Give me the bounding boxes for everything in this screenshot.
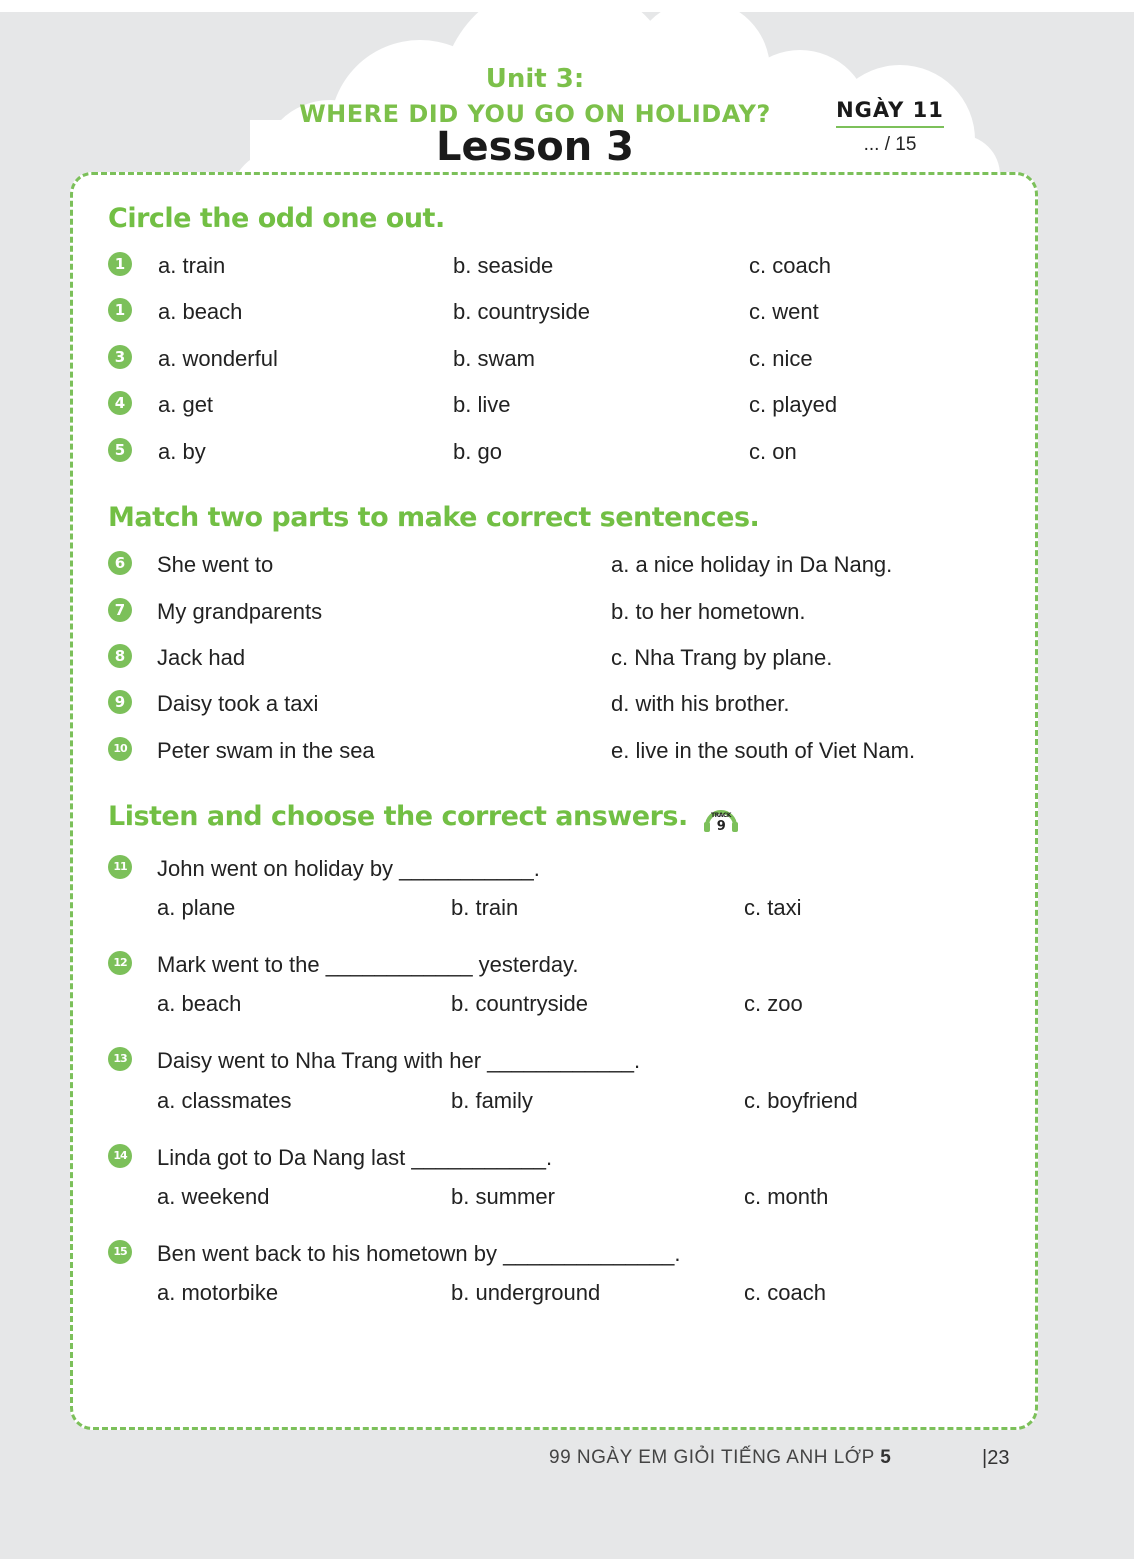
option-c[interactable]: c. nice [749, 346, 813, 371]
option-c[interactable]: c. taxi [744, 895, 802, 920]
option-a[interactable]: a. weekend [157, 1184, 270, 1209]
option-a[interactable]: a. by [158, 439, 206, 464]
section-title-circle: Circle the odd one out. [108, 203, 445, 234]
track-label: TRACK [710, 811, 731, 819]
day-label: NGÀY 11 [836, 98, 944, 122]
question-number: 5 [108, 438, 132, 462]
question-text: Linda got to Da Nang last ___________. [157, 1145, 553, 1170]
match-right-part[interactable]: d. with his brother. [611, 691, 790, 716]
match-right-part[interactable]: a. a nice holiday in Da Nang. [611, 552, 893, 577]
unit-question: WHERE DID YOU GO ON HOLIDAY? [299, 100, 771, 128]
option-b[interactable]: b. seaside [453, 253, 554, 278]
question-text: Daisy went to Nha Trang with her ____________. [157, 1048, 641, 1073]
match-left-part[interactable]: Jack had [157, 645, 246, 670]
option-a[interactable]: a. motorbike [157, 1280, 279, 1305]
question-number: 13 [108, 1047, 132, 1071]
option-b[interactable]: b. family [451, 1088, 533, 1113]
option-b[interactable]: b. countryside [451, 991, 588, 1016]
day-divider [836, 126, 944, 128]
question-number: 10 [108, 737, 132, 761]
lesson-title: Lesson 3 [436, 124, 634, 170]
match-right-part[interactable]: c. Nha Trang by plane. [611, 645, 833, 670]
option-a[interactable]: a. plane [157, 895, 236, 920]
question-number: 12 [108, 951, 132, 975]
question-text: Mark went to the ____________ yesterday. [157, 952, 579, 977]
option-a[interactable]: a. train [158, 253, 226, 278]
match-right-part[interactable]: b. to her hometown. [611, 599, 806, 624]
question-number: 1 [108, 252, 132, 276]
option-a[interactable]: a. get [158, 392, 214, 417]
question-number: 3 [108, 345, 132, 369]
option-b[interactable]: b. countryside [453, 299, 590, 324]
option-c[interactable]: c. coach [749, 253, 831, 278]
question-number: 7 [108, 598, 132, 622]
match-left-part[interactable]: My grandparents [157, 599, 323, 624]
question-number: 1 [108, 298, 132, 322]
headphones-icon[interactable] [703, 802, 739, 834]
question-text: Ben went back to his hometown by ______________. [157, 1241, 681, 1266]
score-field[interactable]: ... / 15 [863, 134, 917, 155]
footer-book-title [549, 1447, 891, 1469]
option-c[interactable]: c. month [744, 1184, 829, 1209]
option-a[interactable]: a. beach [157, 991, 242, 1016]
unit-title: Unit 3: [485, 64, 585, 94]
book-title: 99 NGÀY EM GIỎI TIẾNG ANH LỚP [549, 1447, 875, 1468]
question-number: 8 [108, 644, 132, 668]
book-grade: 5 [880, 1447, 892, 1468]
question-number: 6 [108, 551, 132, 575]
option-b[interactable]: b. swam [453, 346, 535, 371]
option-c[interactable]: c. played [749, 392, 838, 417]
option-b[interactable]: b. go [453, 439, 502, 464]
option-a[interactable]: a. wonderful [158, 346, 278, 371]
option-c[interactable]: c. went [749, 299, 819, 324]
option-a[interactable]: a. beach [158, 299, 243, 324]
option-b[interactable]: b. train [451, 895, 519, 920]
question-number: 15 [108, 1240, 132, 1264]
match-left-part[interactable]: Daisy took a taxi [157, 691, 319, 716]
question-number: 4 [108, 391, 132, 415]
option-c[interactable]: c. coach [744, 1280, 826, 1305]
question-text: John went on holiday by ___________. [157, 856, 540, 881]
question-number: 14 [108, 1144, 132, 1168]
question-number: 9 [108, 690, 132, 714]
day-box [836, 98, 944, 156]
section-title-match: Match two parts to make correct sentences. [108, 502, 760, 533]
question-number: 11 [108, 855, 132, 879]
section-title-listen-text: Listen and choose the correct answers. [108, 801, 688, 832]
option-b[interactable]: b. underground [451, 1280, 601, 1305]
option-b[interactable]: b. live [453, 392, 511, 417]
option-a[interactable]: a. classmates [157, 1088, 292, 1113]
track-number: 9 [716, 818, 725, 834]
option-c[interactable]: c. zoo [744, 991, 803, 1016]
option-b[interactable]: b. summer [451, 1184, 555, 1209]
option-c[interactable]: c. on [749, 439, 797, 464]
match-left-part[interactable]: Peter swam in the sea [157, 738, 375, 763]
option-c[interactable]: c. boyfriend [744, 1088, 858, 1113]
section-title-listen [108, 801, 739, 834]
match-left-part[interactable]: She went to [157, 552, 274, 577]
match-right-part[interactable]: e. live in the south of Viet Nam. [611, 738, 916, 763]
page-number: |23 [982, 1447, 1010, 1469]
